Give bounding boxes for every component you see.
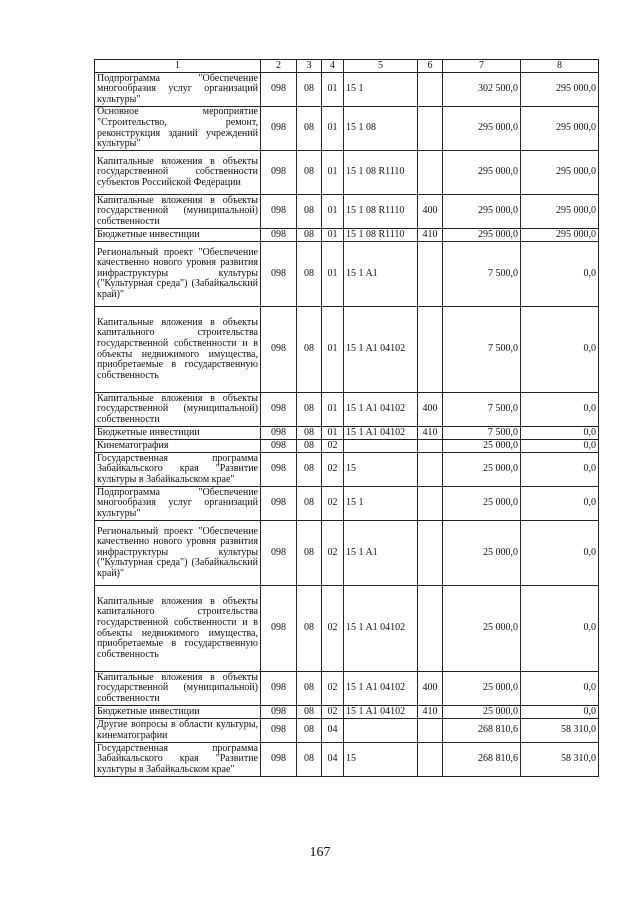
- amount-year-1: 7 500,0: [443, 242, 521, 307]
- code-expense-type: [418, 586, 443, 672]
- amount-year-2: 0,0: [521, 440, 599, 453]
- row-description: Подпрограмма "Обеспечение многообразия услуг организаций культуры": [95, 487, 261, 521]
- amount-year-1: 268 810,6: [443, 719, 521, 743]
- code-section: 08: [297, 487, 322, 521]
- amount-year-1: 295 000,0: [443, 151, 521, 195]
- row-description: Капитальные вложения в объекты государственной (муниципальной) собственности: [95, 393, 261, 427]
- table-row: [95, 229, 599, 242]
- code-target-article: 15: [344, 743, 418, 777]
- code-ministry: 098: [261, 151, 297, 195]
- row-description: Капитальные вложения в объекты капитального строительства государственной собственности и в объекты недвижимого имущества, приобретаемые в государственную собственность: [95, 307, 261, 393]
- code-expense-type: [418, 719, 443, 743]
- row-description: Подпрограмма "Обеспечение многообразия услуг организаций культуры": [95, 73, 261, 107]
- code-section: 08: [297, 427, 322, 440]
- amount-year-2: 0,0: [521, 706, 599, 719]
- code-target-article: 15 1 08: [344, 107, 418, 151]
- code-section: 08: [297, 107, 322, 151]
- header-cell-7: 7: [443, 60, 521, 73]
- table-row: [95, 521, 599, 586]
- code-target-article: 15 1: [344, 73, 418, 107]
- code-target-article: 15 1 A1: [344, 521, 418, 586]
- code-section: 08: [297, 229, 322, 242]
- code-section: 08: [297, 453, 322, 487]
- header-cell-6: 6: [418, 60, 443, 73]
- code-expense-type: [418, 743, 443, 777]
- table-row: [95, 487, 599, 521]
- code-ministry: 098: [261, 521, 297, 586]
- table-row: [95, 242, 599, 307]
- code-subsection: 01: [322, 427, 344, 440]
- code-expense-type: [418, 242, 443, 307]
- header-cell-5: 5: [344, 60, 418, 73]
- header-cell-8: 8: [521, 60, 599, 73]
- amount-year-2: 58 310,0: [521, 743, 599, 777]
- code-subsection: 02: [322, 487, 344, 521]
- code-subsection: 02: [322, 672, 344, 706]
- code-ministry: 098: [261, 195, 297, 229]
- row-description: Государственная программа Забайкальского края "Развитие культуры в Забайкальском крае": [95, 453, 261, 487]
- code-target-article: 15 1 A1: [344, 242, 418, 307]
- code-target-article: 15 1 A1 04102: [344, 427, 418, 440]
- amount-year-1: 295 000,0: [443, 107, 521, 151]
- code-ministry: 098: [261, 706, 297, 719]
- code-ministry: 098: [261, 229, 297, 242]
- code-target-article: 15 1 08 R1110: [344, 229, 418, 242]
- amount-year-1: 295 000,0: [443, 195, 521, 229]
- header-cell-2: 2: [261, 60, 297, 73]
- code-ministry: 098: [261, 307, 297, 393]
- code-subsection: 04: [322, 719, 344, 743]
- amount-year-1: 7 500,0: [443, 427, 521, 440]
- code-subsection: 01: [322, 393, 344, 427]
- code-target-article: 15 1 08 R1110: [344, 151, 418, 195]
- amount-year-2: 0,0: [521, 393, 599, 427]
- amount-year-2: 58 310,0: [521, 719, 599, 743]
- code-target-article: 15: [344, 453, 418, 487]
- row-description: Бюджетные инвестиции: [95, 229, 261, 242]
- amount-year-1: 302 500,0: [443, 73, 521, 107]
- code-expense-type: 400: [418, 672, 443, 706]
- code-expense-type: [418, 440, 443, 453]
- code-section: 08: [297, 719, 322, 743]
- table-row: [95, 586, 599, 672]
- code-section: 08: [297, 195, 322, 229]
- table-row: [95, 453, 599, 487]
- amount-year-1: 25 000,0: [443, 586, 521, 672]
- table-row: [95, 706, 599, 719]
- code-expense-type: 410: [418, 427, 443, 440]
- code-section: 08: [297, 440, 322, 453]
- amount-year-2: 0,0: [521, 307, 599, 393]
- row-description: Другие вопросы в области культуры, кинематографии: [95, 719, 261, 743]
- code-ministry: 098: [261, 672, 297, 706]
- code-subsection: 01: [322, 151, 344, 195]
- code-target-article: 15 1 A1 04102: [344, 393, 418, 427]
- code-subsection: 01: [322, 242, 344, 307]
- code-subsection: 01: [322, 195, 344, 229]
- code-expense-type: 410: [418, 706, 443, 719]
- code-expense-type: [418, 73, 443, 107]
- amount-year-2: 0,0: [521, 487, 599, 521]
- code-ministry: 098: [261, 242, 297, 307]
- table-row: [95, 719, 599, 743]
- code-subsection: 04: [322, 743, 344, 777]
- code-target-article: [344, 440, 418, 453]
- code-ministry: 098: [261, 427, 297, 440]
- amount-year-1: 25 000,0: [443, 521, 521, 586]
- code-ministry: 098: [261, 453, 297, 487]
- table-row: [95, 107, 599, 151]
- code-ministry: 098: [261, 73, 297, 107]
- amount-year-2: 0,0: [521, 586, 599, 672]
- code-section: 08: [297, 393, 322, 427]
- amount-year-2: 295 000,0: [521, 107, 599, 151]
- amount-year-2: 0,0: [521, 427, 599, 440]
- table-row: [95, 393, 599, 427]
- code-expense-type: 410: [418, 229, 443, 242]
- code-ministry: 098: [261, 487, 297, 521]
- code-ministry: 098: [261, 586, 297, 672]
- table-row: [95, 743, 599, 777]
- code-target-article: 15 1 A1 04102: [344, 307, 418, 393]
- row-description: Капитальные вложения в объекты государственной (муниципальной) собственности: [95, 195, 261, 229]
- code-target-article: 15 1 A1 04102: [344, 706, 418, 719]
- code-section: 08: [297, 73, 322, 107]
- code-expense-type: [418, 307, 443, 393]
- code-expense-type: 400: [418, 195, 443, 229]
- amount-year-2: 0,0: [521, 242, 599, 307]
- row-description: Кинематография: [95, 440, 261, 453]
- code-section: 08: [297, 706, 322, 719]
- code-subsection: 01: [322, 229, 344, 242]
- table-row: [95, 73, 599, 107]
- code-section: 08: [297, 672, 322, 706]
- code-target-article: 15 1 A1 04102: [344, 586, 418, 672]
- row-description: Основное мероприятие "Строительство, ремонт, реконструкция зданий учреждений культуры": [95, 107, 261, 151]
- amount-year-1: 25 000,0: [443, 440, 521, 453]
- code-subsection: 02: [322, 586, 344, 672]
- code-subsection: 02: [322, 440, 344, 453]
- code-subsection: 01: [322, 107, 344, 151]
- code-section: 08: [297, 242, 322, 307]
- row-description: Государственная программа Забайкальского края "Развитие культуры в Забайкальском крае": [95, 743, 261, 777]
- code-section: 08: [297, 307, 322, 393]
- budget-table: [94, 59, 599, 777]
- amount-year-1: 25 000,0: [443, 672, 521, 706]
- header-cell-3: 3: [297, 60, 322, 73]
- amount-year-2: 0,0: [521, 521, 599, 586]
- row-description: Капитальные вложения в объекты государственной (муниципальной) собственности: [95, 672, 261, 706]
- code-ministry: 098: [261, 440, 297, 453]
- header-row: [95, 60, 599, 73]
- code-expense-type: [418, 107, 443, 151]
- code-expense-type: [418, 151, 443, 195]
- code-section: 08: [297, 586, 322, 672]
- amount-year-2: 0,0: [521, 453, 599, 487]
- page-number: 167: [309, 845, 331, 860]
- amount-year-1: 7 500,0: [443, 393, 521, 427]
- code-subsection: 01: [322, 307, 344, 393]
- header-cell-4: 4: [322, 60, 344, 73]
- amount-year-1: 295 000,0: [443, 229, 521, 242]
- table-row: [95, 672, 599, 706]
- code-expense-type: [418, 487, 443, 521]
- code-expense-type: 400: [418, 393, 443, 427]
- code-ministry: 098: [261, 107, 297, 151]
- code-expense-type: [418, 453, 443, 487]
- code-subsection: 01: [322, 73, 344, 107]
- code-target-article: 15 1: [344, 487, 418, 521]
- table-row: [95, 151, 599, 195]
- amount-year-2: 0,0: [521, 672, 599, 706]
- code-target-article: 15 1 08 R1110: [344, 195, 418, 229]
- code-section: 08: [297, 151, 322, 195]
- code-section: 08: [297, 743, 322, 777]
- header-cell-1: 1: [95, 60, 261, 73]
- code-subsection: 02: [322, 521, 344, 586]
- amount-year-1: 268 810,6: [443, 743, 521, 777]
- row-description: Региональный проект "Обеспечение качественно нового уровня развития инфраструктуры культуры ("Культурная среда") (Забайкальский край)": [95, 242, 261, 307]
- row-description: Капитальные вложения в объекты капитального строительства государственной собственности и в объекты недвижимого имущества, приобретаемые в государственную собственность: [95, 586, 261, 672]
- table-row: [95, 427, 599, 440]
- amount-year-1: 25 000,0: [443, 706, 521, 719]
- code-target-article: [344, 719, 418, 743]
- code-ministry: 098: [261, 743, 297, 777]
- row-description: Бюджетные инвестиции: [95, 706, 261, 719]
- table-row: [95, 307, 599, 393]
- code-ministry: 098: [261, 393, 297, 427]
- code-subsection: 02: [322, 453, 344, 487]
- code-section: 08: [297, 521, 322, 586]
- table-row: [95, 195, 599, 229]
- amount-year-2: 295 000,0: [521, 195, 599, 229]
- code-ministry: 098: [261, 719, 297, 743]
- amount-year-1: 25 000,0: [443, 453, 521, 487]
- code-expense-type: [418, 521, 443, 586]
- row-description: Региональный проект "Обеспечение качественно нового уровня развития инфраструктуры культуры ("Культурная среда") (Забайкальский край)": [95, 521, 261, 586]
- amount-year-2: 295 000,0: [521, 73, 599, 107]
- amount-year-2: 295 000,0: [521, 151, 599, 195]
- amount-year-1: 25 000,0: [443, 487, 521, 521]
- code-target-article: 15 1 A1 04102: [344, 672, 418, 706]
- code-subsection: 02: [322, 706, 344, 719]
- table-row: [95, 440, 599, 453]
- row-description: Бюджетные инвестиции: [95, 427, 261, 440]
- amount-year-2: 295 000,0: [521, 229, 599, 242]
- row-description: Капитальные вложения в объекты государственной собственности субъектов Российской Федерации: [95, 151, 261, 195]
- table-body: [95, 60, 599, 777]
- amount-year-1: 7 500,0: [443, 307, 521, 393]
